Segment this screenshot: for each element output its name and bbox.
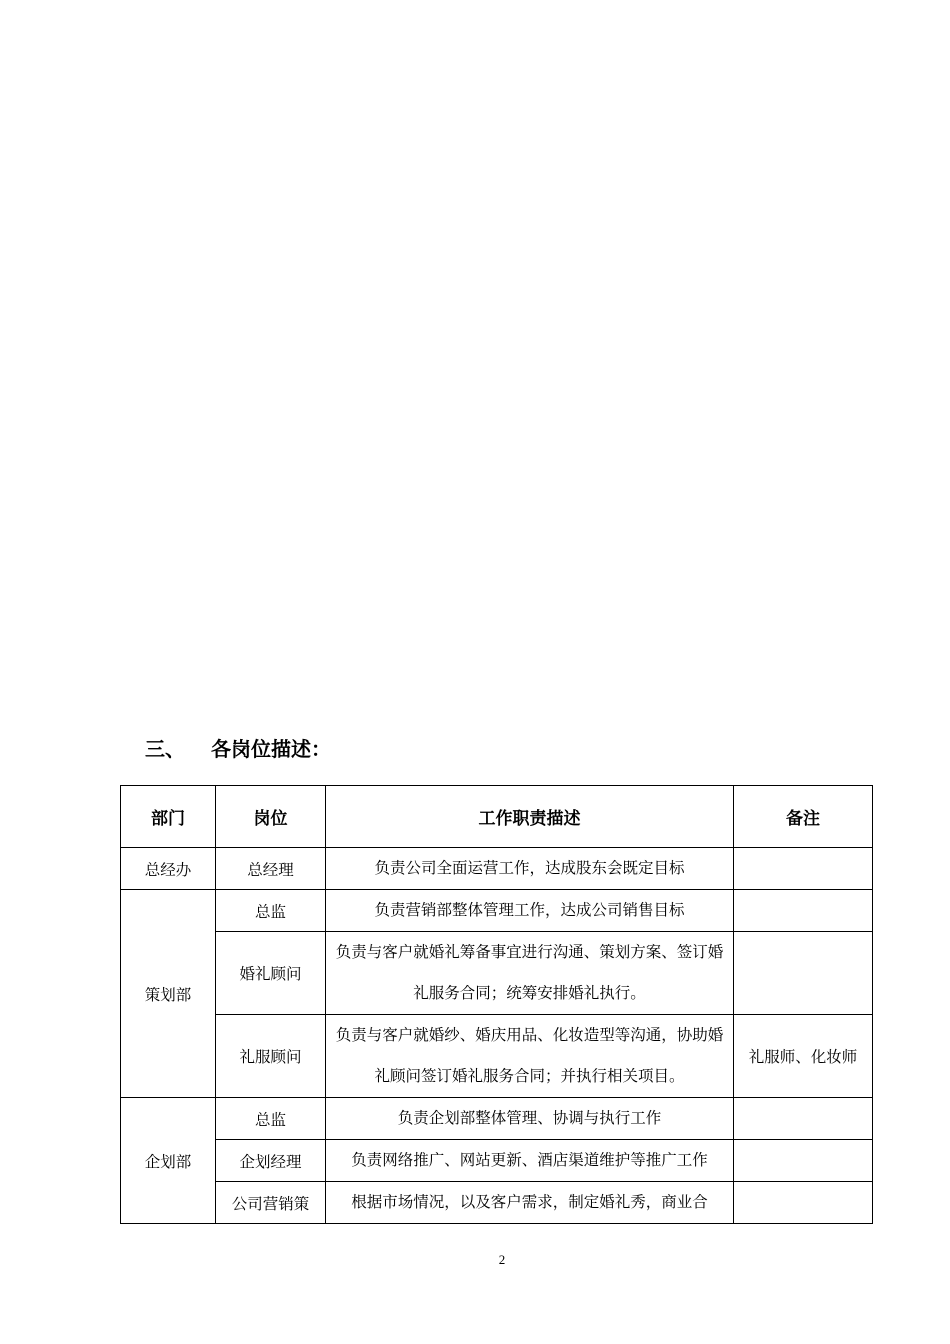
position-cell: 婚礼顾问	[216, 932, 326, 1015]
position-cell: 总监	[216, 890, 326, 932]
dept-cell: 策划部	[121, 890, 216, 1098]
table-row	[121, 1015, 873, 1098]
header-dept: 部门	[121, 786, 216, 848]
duties-cell: 负责营销部整体管理工作，达成公司销售目标	[326, 890, 734, 932]
position-cell: 企划经理	[216, 1140, 326, 1182]
position-cell: 总监	[216, 1098, 326, 1140]
notes-cell	[734, 932, 873, 1015]
dept-cell: 企划部	[121, 1098, 216, 1224]
position-cell: 总经理	[216, 848, 326, 890]
section-number: 三、	[145, 737, 185, 761]
table-row	[121, 932, 873, 1015]
duties-cell: 负责与客户就婚纱、婚庆用品、化妆造型等沟通，协助婚礼顾问签订婚礼服务合同；并执行相关项目。	[326, 1015, 734, 1098]
position-cell: 礼服顾问	[216, 1015, 326, 1098]
notes-cell	[734, 1182, 873, 1224]
notes-cell	[734, 1140, 873, 1182]
duties-cell: 负责公司全面运营工作，达成股东会既定目标	[326, 848, 734, 890]
job-description-table	[120, 785, 873, 1224]
section-title: 各岗位描述：	[211, 737, 331, 761]
header-position: 岗位	[216, 786, 326, 848]
table-row	[121, 1098, 873, 1140]
section-heading	[145, 733, 331, 762]
table-row	[121, 848, 873, 890]
notes-cell: 礼服师、化妆师	[734, 1015, 873, 1098]
position-cell: 公司营销策	[216, 1182, 326, 1224]
duties-cell: 负责与客户就婚礼筹备事宜进行沟通、策划方案、签订婚礼服务合同；统筹安排婚礼执行。	[326, 932, 734, 1015]
duties-cell: 负责企划部整体管理、协调与执行工作	[326, 1098, 734, 1140]
notes-cell	[734, 890, 873, 932]
table-row	[121, 1182, 873, 1224]
notes-cell	[734, 848, 873, 890]
page-number: 2	[498, 1252, 506, 1267]
table-header-row	[121, 786, 873, 848]
notes-cell	[734, 1098, 873, 1140]
dept-cell: 总经办	[121, 848, 216, 890]
header-duties: 工作职责描述	[326, 786, 734, 848]
duties-cell: 负责网络推广、网站更新、酒店渠道维护等推广工作	[326, 1140, 734, 1182]
duties-cell: 根据市场情况，以及客户需求，制定婚礼秀，商业合	[326, 1182, 734, 1224]
header-notes: 备注	[734, 786, 873, 848]
table-row	[121, 890, 873, 932]
table-row	[121, 1140, 873, 1182]
